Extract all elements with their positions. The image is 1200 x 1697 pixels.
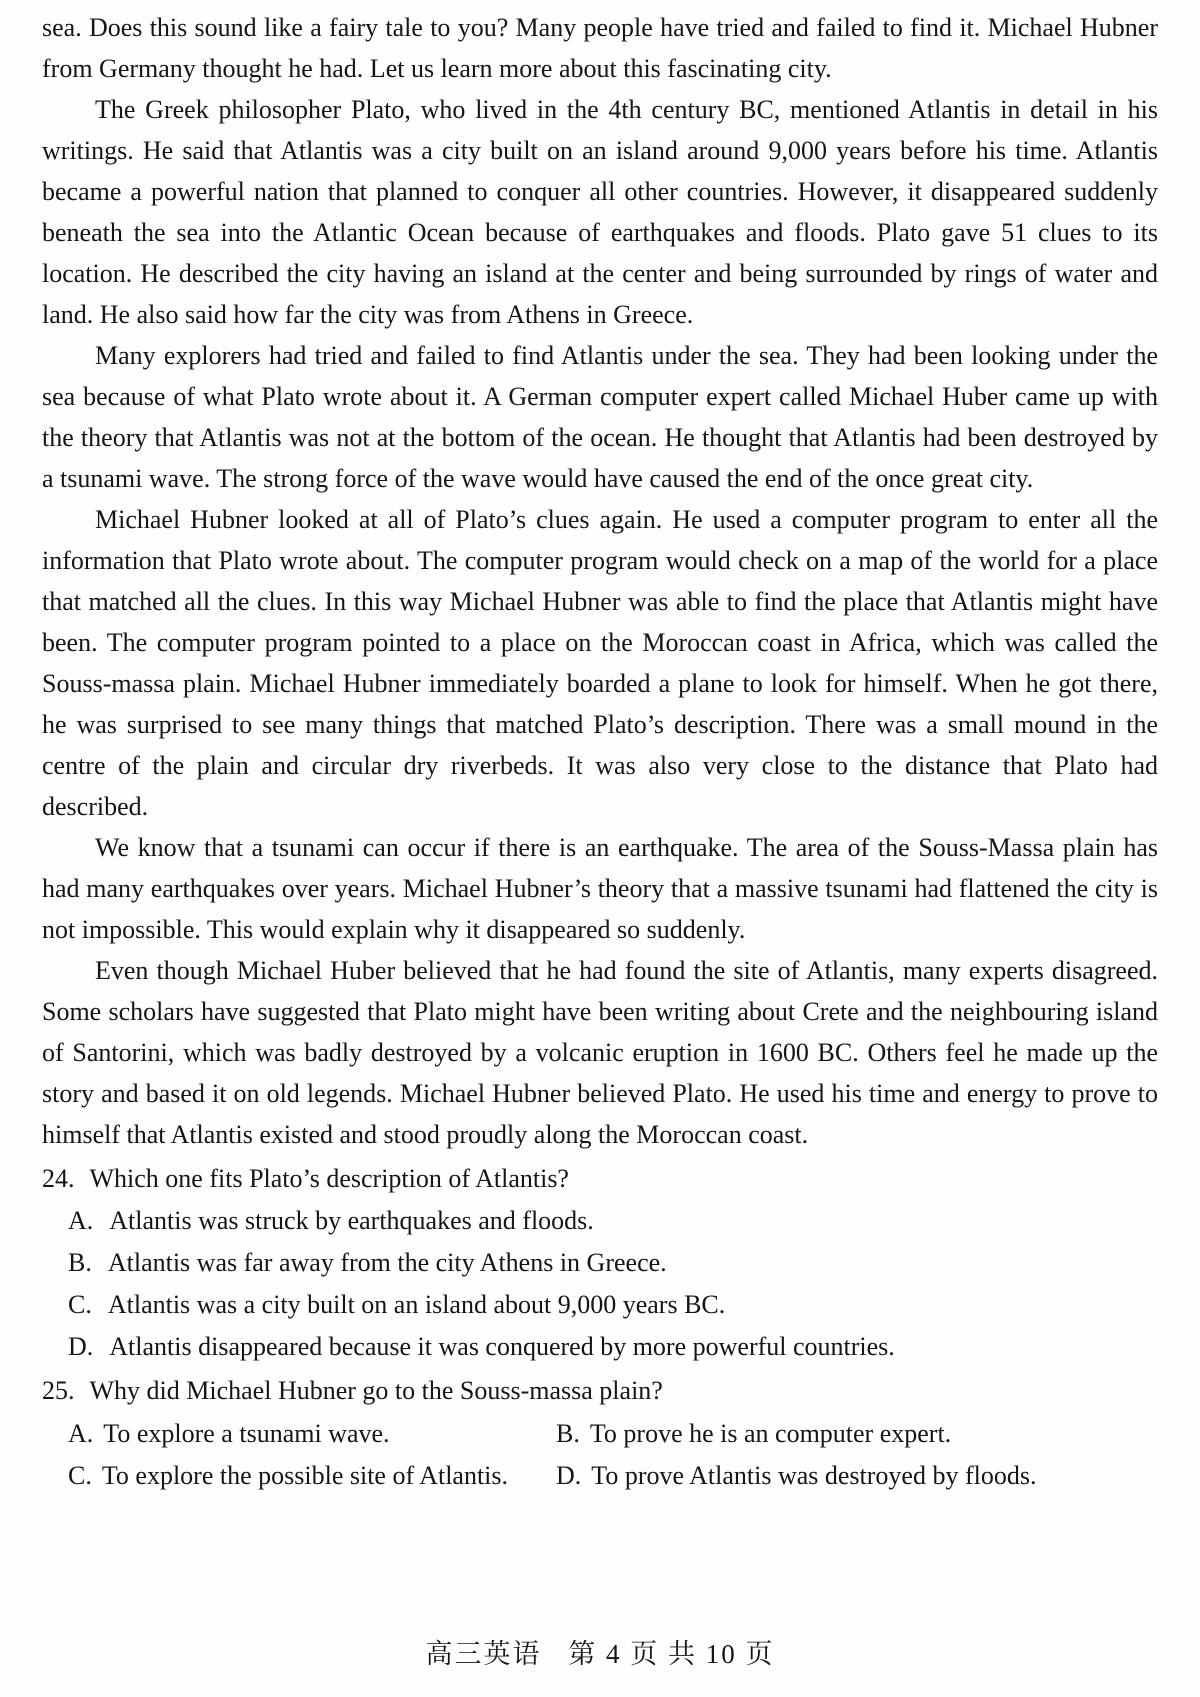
option-label: B. [68, 1248, 92, 1277]
option-label: D. [68, 1332, 94, 1361]
option-text: To prove Atlantis was destroyed by floods. [591, 1461, 1037, 1490]
option-text: To prove he is an computer expert. [589, 1419, 952, 1448]
option-text: Atlantis was a city built on an island about 9,000 years BC. [107, 1290, 726, 1319]
passage-paragraph: sea. Does this sound like a fairy tale to you? Many people have tried and failed to find it. Michael Hubner from Germany thought he had. Let us learn more about this fascinating city. [42, 13, 1158, 83]
question-24-prompt-line [42, 1158, 1158, 1199]
option-text: Atlantis was far away from the city Athens in Greece. [107, 1248, 667, 1277]
option-label: A. [68, 1419, 94, 1448]
question-24 [42, 1158, 1158, 1367]
option-text: Atlantis disappeared because it was conquered by more powerful countries. [109, 1332, 895, 1361]
passage-paragraph: Michael Hubner looked at all of Plato’s clues again. He used a computer program to enter all the information that Plato wrote about. The computer program would check on a map of the world for a place that matched all the clues. In this way Michael Hubner was able to find the place that Atlantis might have been. The computer program pointed to a place on the Moroccan coast in Africa, which was called the Souss-massa plain. Michael Hubner immediately boarded a plane to look for himself. When he got there, he was surprised to see many things that matched Plato’s description. There was a small mound in the centre of the plain and circular dry riverbeds. It was also very close to the distance that Plato had described. [42, 505, 1158, 821]
option-label: C. [68, 1461, 92, 1490]
question-24-option-b [42, 1242, 1158, 1283]
question-25-option-c [68, 1455, 556, 1496]
option-text: To explore a tsunami wave. [103, 1419, 390, 1448]
question-25-option-a [68, 1413, 556, 1454]
question-24-option-a [42, 1200, 1158, 1241]
passage-paragraph: The Greek philosopher Plato, who lived in the 4th century BC, mentioned Atlantis in detail in his writings. He said that Atlantis was a city built on an island around 9,000 years before his time. Atlantis became a powerful nation that planned to conquer all other countries. However, it disappeared suddenly beneath the sea into the Atlantic Ocean because of earthquakes and floods. Plato gave 51 clues to its location. He described the city having an island at the center and being surrounded by rings of water and land. He also said how far the city was from Athens in Greece. [42, 95, 1158, 329]
option-text: Atlantis was struck by earthquakes and floods. [109, 1206, 594, 1235]
question-25-options [42, 1413, 1158, 1496]
page-footer [42, 1634, 1158, 1679]
passage-paragraph: Many explorers had tried and failed to find Atlantis under the sea. They had been looking under the sea because of what Plato wrote about it. A German computer expert called Michael Huber came up with the theory that Atlantis was not at the bottom of the ocean. He thought that Atlantis had been destroyed by a tsunami wave. The strong force of the wave would have caused the end of the once great city. [42, 341, 1158, 493]
question-25-option-d [556, 1455, 1158, 1496]
option-label: D. [556, 1461, 582, 1490]
footer-course-label: 高三英语 [425, 1639, 542, 1669]
question-25-prompt-line [42, 1370, 1158, 1411]
question-24-option-c [42, 1284, 1158, 1325]
passage-paragraph: Even though Michael Huber believed that he had found the site of Atlantis, many experts disagreed. Some scholars have suggested that Plato might have been writing about Crete and the neighbouring island of Santorini, which was badly destroyed by a volcanic eruption in 1600 BC. Others feel he made up the story and based it on old legends. Michael Hubner believed Plato. He used his time and energy to prove to himself that Atlantis existed and stood proudly along the Moroccan coast. [42, 956, 1158, 1149]
option-text: To explore the possible site of Atlantis. [101, 1461, 509, 1490]
question-24-option-d [42, 1326, 1158, 1367]
option-label: C. [68, 1290, 92, 1319]
question-number: 25. [42, 1376, 75, 1405]
footer-page-number: 第 4 页 共 10 页 [568, 1639, 775, 1669]
question-prompt: Which one fits Plato’s description of Atlantis? [89, 1164, 569, 1193]
question-25-option-b [556, 1413, 1158, 1454]
question-number: 24. [42, 1164, 75, 1193]
question-prompt: Why did Michael Hubner go to the Souss-massa plain? [89, 1376, 663, 1405]
option-label: A. [68, 1206, 94, 1235]
passage-paragraph: We know that a tsunami can occur if there is an earthquake. The area of the Souss-Massa plain has had many earthquakes over years. Michael Hubner’s theory that a massive tsunami had flattened the city is not impossible. This would explain why it disappeared so suddenly. [42, 833, 1158, 944]
question-25 [42, 1370, 1158, 1496]
option-label: B. [556, 1419, 580, 1448]
